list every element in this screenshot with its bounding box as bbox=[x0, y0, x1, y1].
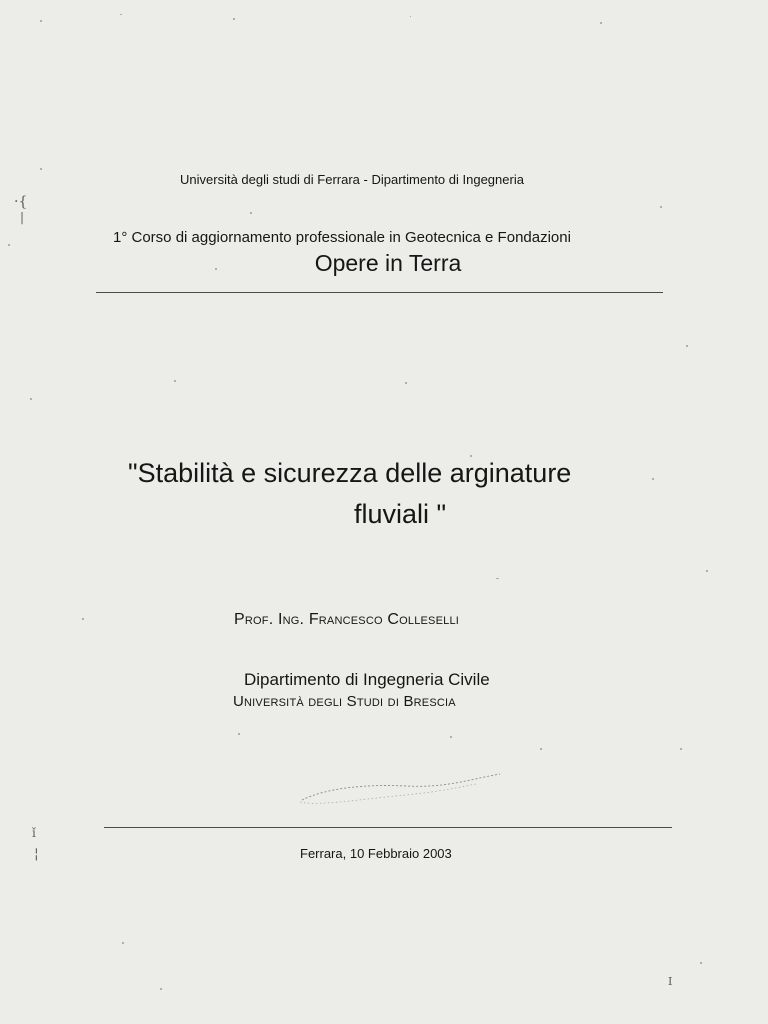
scan-speck bbox=[405, 382, 407, 384]
scan-speck bbox=[40, 168, 42, 170]
scan-speck bbox=[450, 736, 452, 738]
scan-speck bbox=[250, 212, 252, 214]
scan-speck bbox=[238, 733, 240, 735]
scan-speck bbox=[686, 345, 688, 347]
bottom-divider bbox=[104, 827, 672, 828]
scan-speck bbox=[8, 244, 10, 246]
scan-speck bbox=[700, 962, 702, 964]
binder-mark: | bbox=[20, 210, 25, 224]
scan-speck bbox=[410, 16, 411, 17]
binder-mark: ¦ bbox=[34, 846, 39, 862]
signature-trace bbox=[296, 770, 506, 810]
document-title-line-2: fluviali " bbox=[353, 499, 447, 529]
binder-mark: ·{ bbox=[14, 194, 28, 210]
author-department: Dipartimento di Ingegneria Civile bbox=[244, 670, 490, 689]
date-line: Ferrara, 10 Febbraio 2003 bbox=[300, 846, 452, 861]
document-title-line-1: "Stabilità e sicurezza delle arginature bbox=[128, 458, 572, 488]
scan-speck bbox=[82, 618, 84, 620]
scan-speck bbox=[470, 455, 472, 457]
scan-speck bbox=[174, 380, 176, 382]
scan-speck bbox=[30, 398, 32, 400]
author-university: Università degli Studi di Brescia bbox=[233, 693, 456, 710]
top-divider bbox=[96, 292, 663, 293]
binder-mark: ǐ bbox=[32, 826, 36, 840]
university-header: Università degli studi di Ferrara - Dipartimento di Ingegneria bbox=[180, 172, 524, 187]
scan-speck bbox=[496, 578, 499, 579]
scan-speck bbox=[40, 20, 42, 22]
scan-speck bbox=[652, 478, 654, 480]
scan-speck bbox=[122, 942, 124, 944]
scan-speck bbox=[600, 22, 602, 24]
scan-speck bbox=[706, 570, 708, 572]
course-subtitle: Opere in Terra bbox=[314, 250, 462, 276]
scan-speck bbox=[160, 988, 162, 990]
scan-speck bbox=[660, 206, 662, 208]
page-mark: I bbox=[668, 975, 673, 988]
course-title: 1° Corso di aggiornamento professionale in Geotecnica e Fondazioni bbox=[113, 229, 571, 246]
author-name: Prof. Ing. Francesco Colleselli bbox=[234, 611, 460, 628]
scan-speck bbox=[233, 18, 235, 20]
scan-speck bbox=[120, 14, 122, 15]
scan-speck bbox=[540, 748, 542, 750]
scan-speck bbox=[680, 748, 682, 750]
